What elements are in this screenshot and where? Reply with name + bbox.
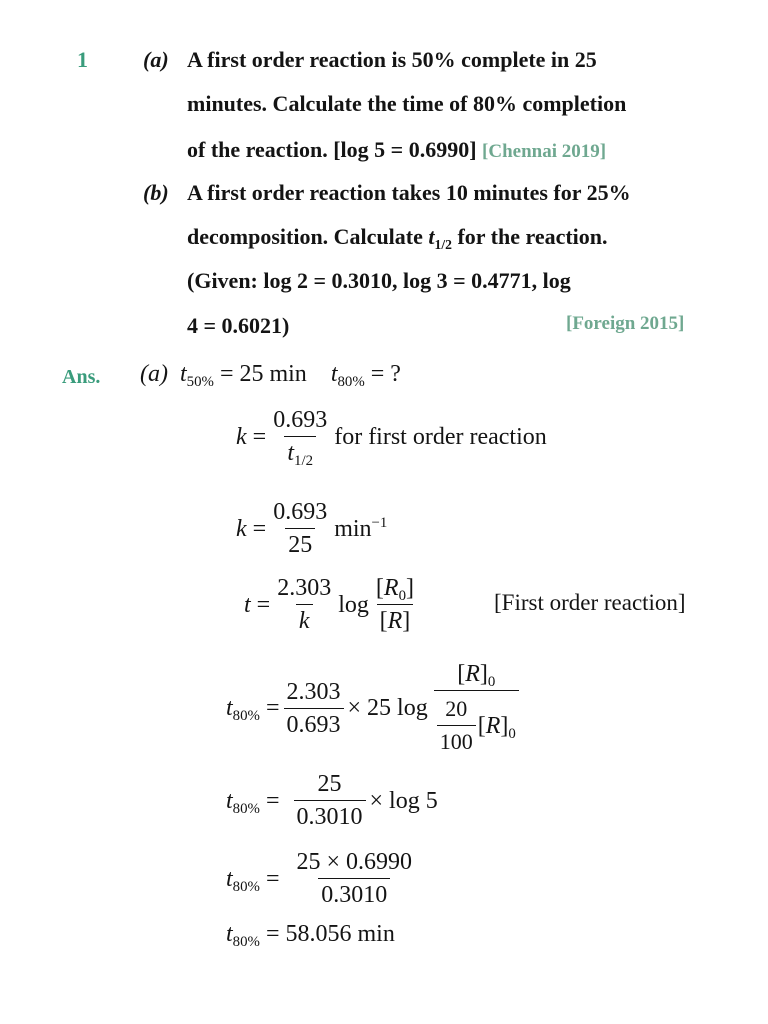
fraction: $\frac{25 \times 0.6990}{0.3010}$ <box>296 849 413 908</box>
equation-k-half-life: k = $\frac{0.693}{t_{1/2}}$ for first order reaction <box>236 407 547 470</box>
equation-t80-step2: $t_{80\%}$ = $\frac{25}{0.3010}$ × log 5 <box>226 771 438 830</box>
question-b-line1: A first order reaction takes 10 minutes for 25% <box>187 180 631 205</box>
question-a-line2: minutes. Calculate the time of 80% completion <box>187 91 627 116</box>
question-b-line2: decomposition. Calculate $t_{1/2}$ for the reaction. <box>187 224 608 252</box>
note-first-order: [First order reaction] <box>494 590 686 615</box>
source-foreign: [Foreign 2015] <box>566 313 685 334</box>
equation-t80-step3: $t_{80\%}$ = $\frac{25 \times 0.6990}{0.3010}$ <box>226 848 419 909</box>
equation-t80-step1: $t_{80\%}$ = $\frac{2.303}{0.693}$ × 25 log $[R]_0$ $\frac{20}{100}$ $[R]_0$ <box>226 660 523 756</box>
equation-first-order: t = $\frac{2.303}{k}$ log $\frac{[R_0]}{[R]}$ <box>244 574 421 635</box>
fraction: $\frac{2.303}{0.693}$ <box>284 678 344 739</box>
question-a-label: (a) <box>143 47 169 72</box>
source-chennai: [Chennai 2019] <box>482 141 607 162</box>
fraction: $\frac{2.303}{k}$ <box>277 575 332 634</box>
question-b-line3: (Given: log 2 = 0.3010, log 3 = 0.4771, log <box>187 268 571 293</box>
fraction: $\frac{[R_0]}{[R]}$ <box>375 575 414 634</box>
equation-t80-result: $t_{80\%} = 58.056$ min <box>226 921 395 951</box>
fraction: $\frac{25}{0.3010}$ <box>294 770 366 831</box>
fraction: $[R]_0$ $\frac{20}{100}$ $[R]_0$ <box>434 660 519 756</box>
question-number: 1 <box>77 47 88 72</box>
question-b-label: (b) <box>143 180 169 205</box>
answer-given-line: (a) $t_{50\%} = 25$ min $t_{80\%}$ = ? <box>140 361 401 391</box>
fraction: $\frac{0.693}{t_{1/2}}$ <box>273 407 328 470</box>
answer-label: Ans. <box>62 366 101 388</box>
fraction: $\frac{0.693}{25}$ <box>273 499 328 558</box>
equation-k-value: k = $\frac{0.693}{25}$ $\min^{-1}$ <box>236 499 388 558</box>
question-a-line3: of the reaction. [log 5 = 0.6990] [Chennai 2019] <box>187 137 607 162</box>
question-a-line1: A first order reaction is 50% complete in 25 <box>187 47 597 72</box>
question-b-line4: 4 = 0.6021) <box>187 313 290 338</box>
